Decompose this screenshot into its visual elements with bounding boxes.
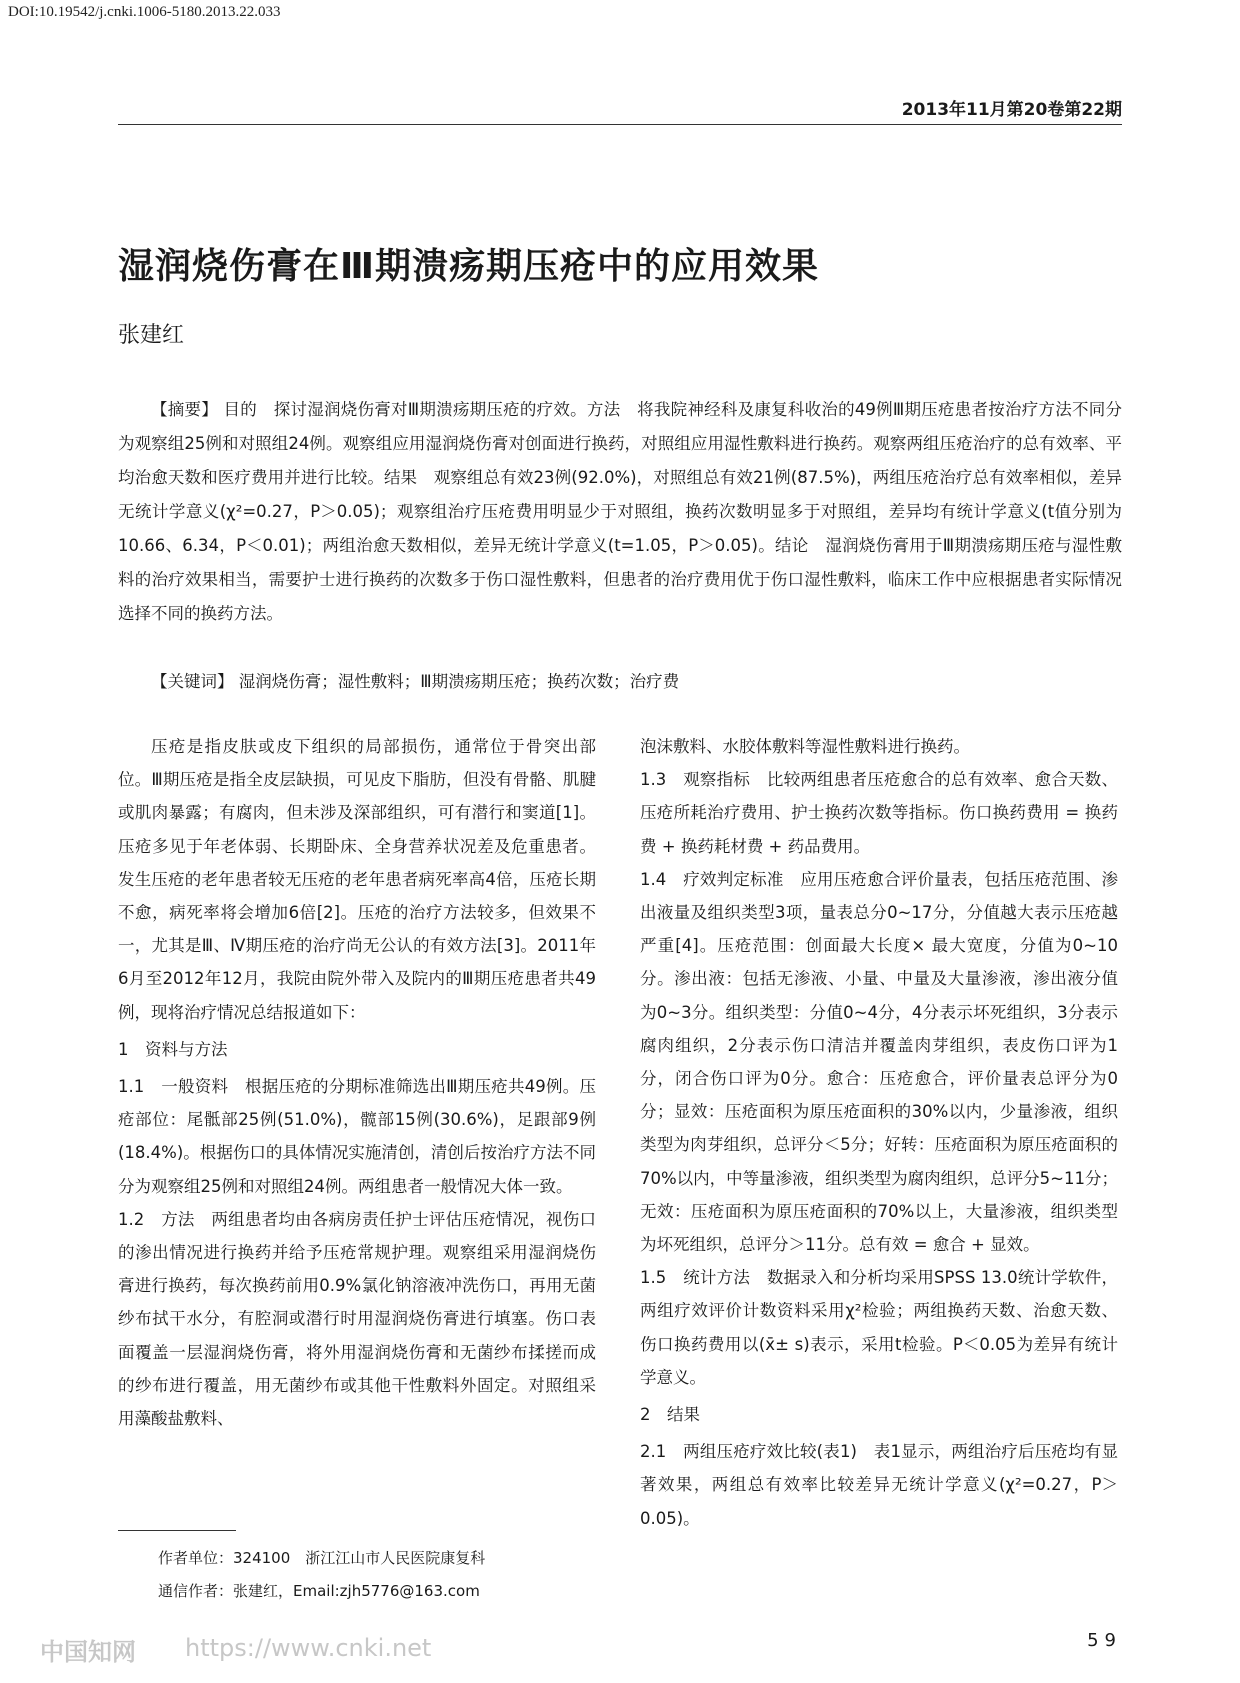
abstract: 【摘要】 目的 探讨湿润烧伤膏对Ⅲ期溃疡期压疮的疗效。方法 将我院神经科及康复科收治的49例Ⅲ期压疮患者按治疗方法不同分为观察组25例和对照组24例。观察组应用湿润烧伤膏对创面进行换药，对照组应用湿性敷料进行换药。观察两组压疮治疗的总有效率、平均治愈天数和医疗费用并进行比较。结果 观察组总有效23例(92.0%)，对照组总有效21例(87.5%)，两组压疮治疗总有效率相似，差异无统计学意义(χ²=0.27，P＞0.05)；观察组治疗压疮费用明显少于对照组，换药次数明显多于对照组，差异均有统计学意义(t值分别为10.66、6.34，P＜0.01)；两组治愈天数相似，差异无统计学意义(t=1.05，P＞0.05)。结论 湿润烧伤膏用于Ⅲ期溃疡期压疮与湿性敷料的治疗效果相当，需要护士进行换药的次数多于伤口湿性敷料，但患者的治疗费用优于伤口湿性敷料，临床工作中应根据患者实际情况选择不同的换药方法。 bbox=[118, 400, 1122, 623]
doi-header: DOI:10.19542/j.cnki.1006-5180.2013.22.033 bbox=[8, 4, 281, 20]
section-heading: 2 结果 bbox=[640, 1405, 700, 1425]
subsection-paragraph: 1.3 观察指标 比较两组患者压疮愈合的总有效率、愈合天数、压疮所耗治疗费用、护士换药次数等指标。伤口换药费用 = 换药费 + 换药耗材费 + 药品费用。 bbox=[640, 770, 1118, 856]
continued-paragraph: 泡沫敷料、水胶体敷料等湿性敷料进行换药。 bbox=[640, 737, 970, 756]
page-number: 59 bbox=[1087, 1630, 1122, 1651]
keywords: 【关键词】 湿润烧伤膏；湿性敷料；Ⅲ期溃疡期压疮；换药次数；治疗费 bbox=[151, 672, 680, 691]
subsection-paragraph: 1.1 一般资料 根据压疮的分期标准筛选出Ⅲ期压疮共49例。压疮部位：尾骶部25例(51.0%)，髋部15例(30.6%)，足跟部9例(18.4%)。根据伤口的具体情况实施清创，清创后按治疗方法不同分为观察组25例和对照组24例。两组患者一般情况大体一致。 bbox=[118, 1077, 596, 1196]
article-author: 张建红 bbox=[118, 323, 185, 348]
footnote-correspondence: 通信作者：张建红，Email:zjh5776@163.com bbox=[158, 1582, 480, 1600]
left-column bbox=[118, 730, 596, 1435]
section-heading: 1 资料与方法 bbox=[118, 1039, 228, 1059]
subsection-paragraph: 2.1 两组压疮疗效比较(表1) 表1显示，两组治疗后压疮均有显著效果，两组总有效率比较差异无统计学意义(χ²=0.27，P＞0.05)。 bbox=[640, 1442, 1118, 1528]
article-title: 湿润烧伤膏在Ⅲ期溃疡期压疮中的应用效果 bbox=[118, 246, 820, 287]
intro-paragraph: 压疮是指皮肤或皮下组织的局部损伤，通常位于骨突出部位。Ⅲ期压疮是指全皮层缺损，可见皮下脂肪，但没有骨骼、肌腱或肌肉暴露；有腐肉，但未涉及深部组织，可有潜行和窦道[1]。压疮多见于年老体弱、长期卧床、全身营养状况差及危重患者。发生压疮的老年患者较无压疮的老年患者病死率高4倍，压疮长期不愈，病死率将会增加6倍[2]。压疮的治疗方法较多，但效果不一，尤其是Ⅲ、Ⅳ期压疮的治疗尚无公认的有效方法[3]。2011年6月至2012年12月，我院由院外带入及院内的Ⅲ期压疮患者共49例，现将治疗情况总结报道如下： bbox=[118, 737, 596, 1022]
subsection-paragraph: 1.5 统计方法 数据录入和分析均采用SPSS 13.0统计学软件，两组疗效评价计数资料采用χ²检验；两组换药天数、治愈天数、伤口换药费用以(x̄± s)表示，采用t检验。P＜0.05为差异有统计学意义。 bbox=[640, 1268, 1118, 1387]
right-column bbox=[640, 730, 1118, 1535]
cnki-watermark-logo: 中国知网 bbox=[40, 1638, 136, 1666]
footnote-rule bbox=[118, 1530, 236, 1531]
footnote-affiliation: 作者单位：324100 浙江江山市人民医院康复科 bbox=[158, 1549, 486, 1567]
subsection-paragraph: 1.4 疗效判定标准 应用压疮愈合评价量表，包括压疮范围、渗出液量及组织类型3项，量表总分0~17分，分值越大表示压疮越严重[4]。压疮范围：创面最大长度× 最大宽度，分值为0~10分。渗出液：包括无渗液、小量、中量及大量渗液，渗出液分值为0~3分。组织类型：分值0~4分，4分表示坏死组织，3分表示腐肉组织，2分表示伤口清洁并覆盖肉芽组织，表皮伤口评为1分，闭合伤口评为0分。愈合：压疮愈合，评价量表总评分为0分；显效：压疮面积为原压疮面积的30%以内，少量渗液，组织类型为肉芽组织，总评分＜5分；好转：压疮面积为原压疮面积的70%以内，中等量渗液，组织类型为腐肉组织，总评分5~11分；无效：压疮面积为原压疮面积的70%以上，大量渗液，组织类型为坏死组织，总评分＞11分。总有效 = 愈合 + 显效。 bbox=[640, 869, 1118, 1255]
subsection-paragraph: 1.2 方法 两组患者均由各病房责任护士评估压疮情况，视伤口的渗出情况进行换药并给予压疮常规护理。观察组采用湿润烧伤膏进行换药，每次换药前用0.9%氯化钠溶液冲洗伤口，再用无菌纱布拭干水分，有腔洞或潜行时用湿润烧伤膏进行填塞。伤口表面覆盖一层湿润烧伤膏，将外用湿润烧伤膏和无菌纱布揉搓而成的纱布进行覆盖，用无菌纱布或其他干性敷料外固定。对照组采用藻酸盐敷料、 bbox=[118, 1209, 596, 1429]
cnki-watermark-url: https://www.cnki.net bbox=[185, 1634, 432, 1662]
header-rule bbox=[118, 124, 1122, 125]
issue-info: 2013年11月第20卷第22期 bbox=[901, 100, 1122, 120]
